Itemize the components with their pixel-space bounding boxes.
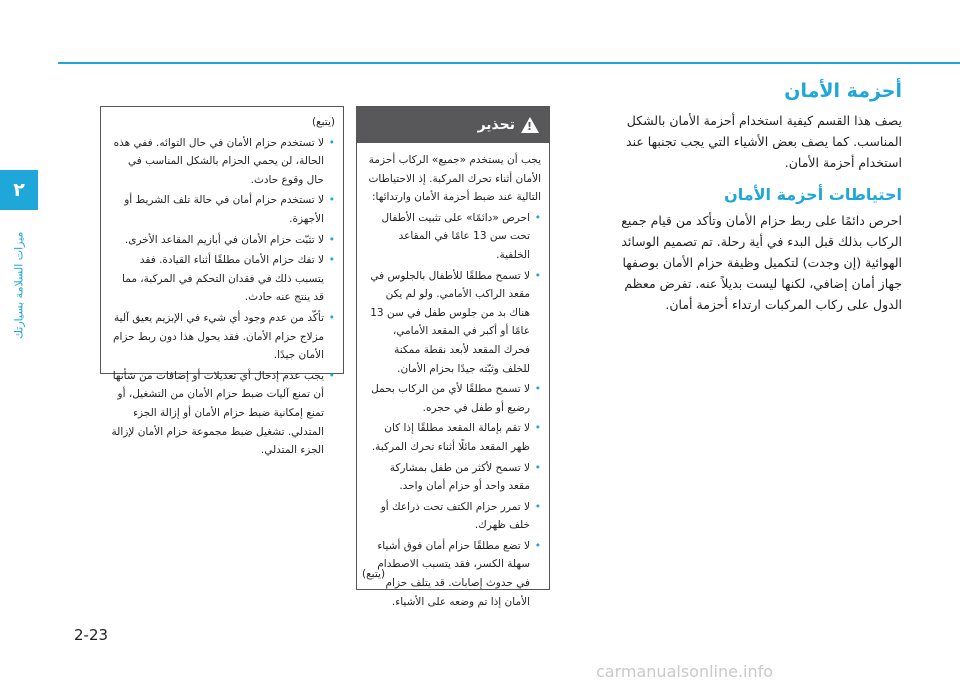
- section-intro: يصف هذا القسم كيفية استخدام أحزمة الأمان بالشكل المناسب. كما يصف بعض الأشياء التي يجب تجنبها عند استخدام أحزمة الأمان.: [626, 113, 902, 170]
- continued-item: • لا تستخدم حزام أمان في حالة تلف الشريط أو الأجهزة.: [109, 191, 335, 228]
- warning-item: • لا تمرر حزام الكتف تحت ذراعك أو خلف ظهرك.: [365, 498, 541, 535]
- warning-item: • لا تسمح مطلقًا لأي من الركاب بحمل رضيع أو طفل في حجره.: [365, 380, 541, 417]
- warning-triangle-icon: [521, 117, 539, 133]
- chapter-number: ٢: [13, 179, 25, 201]
- continued-box: [100, 106, 344, 457]
- section-body: احرص دائمًا على ربط حزام الأمان وتأكد من قيام جميع الركاب بذلك قبل البدء في أية رحلة. تم تصميم الوسائد الهوائية (إن وجدت) لتكميل وظيفة حزام الأمان بوصفها جهاز أمان إضافي، لكنها ليست بديلاً عنه. تفرض معظم الدول على ركاب المركبات ارتداء أحزمة أمان.: [621, 213, 902, 312]
- warning-item: • احرص «دائمًا» على تثبيت الأطفال تحت سن 13 عامًا في المقاعد الخلفية.: [365, 209, 541, 265]
- warning-box: [356, 106, 550, 608]
- warning-continued-label: (يتبع): [362, 568, 386, 580]
- section-title: أحزمة الأمان: [784, 80, 902, 102]
- continued-list: [109, 134, 335, 460]
- chapter-tab: [0, 170, 38, 210]
- warning-list: [365, 209, 541, 611]
- warning-item: • لا تضع مطلقًا حزام أمان فوق أشياء سهلة الكسر، فقد يتسبب الاصطدام في حدوث إصابات. قد يتلف حزام الأمان إذا تم وضعه على الأشياء.: [365, 537, 541, 611]
- watermark: carmanualsonline.info: [596, 662, 774, 681]
- continued-item: • لا تثبّت حزام الأمان في أبازيم المقاعد الأخرى.: [109, 231, 335, 250]
- warning-header: [357, 107, 549, 143]
- warning-title: تحذير: [477, 117, 515, 133]
- top-rule: [58, 62, 960, 64]
- continued-label: (يتبع): [311, 116, 335, 128]
- warning-body: [357, 143, 549, 611]
- continued-item: • يجب عدم إدخال أي تعديلات أو إضافات من شأنها أن تمنع آليات ضبط حزام الأمان من التشغيل، أو تمنع إمكانية ضبط حزام الأمان أو إزالة الجزء المتدلي. تشغيل ضبط مجموعة حزام الأمان لإزالة الجزء المتدلي.: [109, 367, 335, 460]
- warning-intro: يجب أن يستخدم «جميع» الركاب أحزمة الأمان أثناء تحرك المركبة. إذ الاحتياطات التالية عند ضبط أحزمة الأمان وارتدائها:: [368, 154, 541, 204]
- continued-item: • لا تستخدم حزام الأمان في حال التوائه. ففي هذه الحالة، لن يحمي الحزام بالشكل المناسب في حال وقوع حادث.: [109, 134, 335, 190]
- chapter-label: ميزات السلامة بسيارتك: [12, 231, 26, 339]
- warning-item: • لا تسمح لأكثر من طفل بمشاركة مقعد واحد أو حزام أمان واحد.: [365, 459, 541, 496]
- warning-item: • لا تقم بإمالة المقعد مطلقًا إذا كان ظهر المقعد مائلًا أثناء تحرك المركبة.: [365, 419, 541, 456]
- section-subtitle: احتياطات أحزمة الأمان: [724, 185, 902, 204]
- page-number: 2-23: [74, 626, 109, 644]
- warning-item: • لا تسمح مطلقًا للأطفال بالجلوس في مقعد الراكب الأمامي. ولو لم يكن هناك بد من جلوس طفل في سن 13 عامًا أو أكبر في المقعد الأمامي، فحرك المقعد لأبعد نقطة ممكنة للخلف وثبّته جيدًا بحزام الأمان.: [365, 267, 541, 379]
- continued-item: • تأكّد من عدم وجود أي شيء في الإبزيم يعيق آلية مزلاج حزام الأمان. فقد يحول هذا دون ربط حزام الأمان جيدًا.: [109, 309, 335, 365]
- continued-item: • لا تفك حزام الأمان مطلقًا أثناء القيادة. فقد يتسبب ذلك في فقدان التحكم في المركبة، مما قد ينتج عنه حادث.: [109, 251, 335, 307]
- main-column: [600, 80, 902, 315]
